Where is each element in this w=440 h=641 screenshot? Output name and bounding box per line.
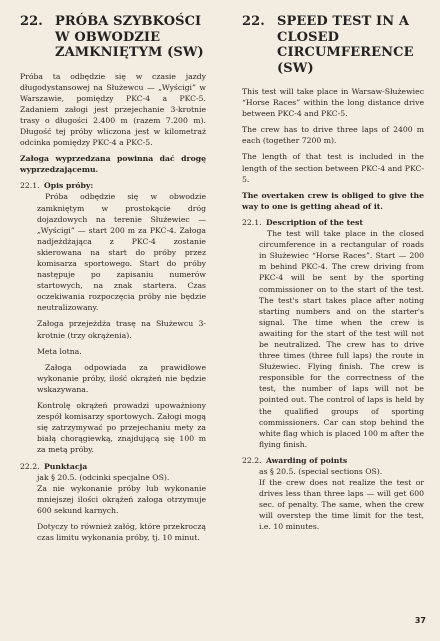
heading-line: PRÓBA SZYBKOŚCI [55,14,202,29]
subsection-title: Awarding of points [266,455,348,465]
bold-note: Załoga wyprzedzana powinna dać drogę wyprzedzającemu. [20,154,206,175]
subsection-22-1 [242,217,424,450]
subsection-number: 22.2. [242,455,262,465]
paragraph: Załoga przejeżdża trasę na Służewcu 3-krotnie (trzy okrążenia). [37,319,206,340]
paragraph: Kontrolę okrążeń prowadzi upoważniony zespół komisarzy sportowych. Załogi mogą się zatrzymywać po przejechaniu mety za białą chorągiewką, znajdującą się 100 m za metą próby. [37,401,206,455]
heading-line: W OBWODZIE [55,29,161,45]
heading-line: CIRCUMFERENCE (SW) [277,45,414,76]
paragraph: The test will take place in the closed circumference in a rectangular of roads in Służewiec “Horse Races”. Start — 200 m behind PKC-4. The crew driving from PKC-4 will be sent by the sporting commissioner on to the start of the test. The test's start takes place after noting starting numbers and on the starter's signal. The time when the crew is awaiting for the start of the test will not be neutralized. The crew has to drive three times (three full laps) the route in Służewiec. Flying finish. The crew is responsible for the correctness of the test, the number of laps will not be pointed out. The control of laps is held by the qualified groups of sporting commissioners. Car can stop behind the white flag which is placed 100 m after the flying finish. [259,229,424,449]
polish-column [20,14,206,543]
english-column [242,14,424,533]
bold-note: The overtaken crew is obliged to give the way to one is getting ahead of it. [242,190,424,211]
heading-line: ZAMKNIĘTYM (SW) [55,45,204,60]
section-heading-pl [20,14,206,61]
subsection-22-2 [242,455,424,533]
paragraph: Za nie wykonanie próby lub wykonanie mniejszej ilości okrążeń załoga otrzymuje 600 sekund karnych. [37,483,206,515]
paragraph: The length of that test is included in the length of the section between PKC-4 and PKC-5. [242,152,424,184]
paragraph: Dotyczy to również załóg, które przekroczą czas limitu wykonania próby, tj. 10 minut. [37,521,206,543]
subsection-22-1 [20,180,206,455]
subsection-title: Description of the test [266,217,363,227]
heading-number: 22. [242,14,265,29]
paragraph: Meta lotna. [37,346,82,356]
section-heading-en [242,14,424,76]
heading-line: SPEED TEST IN A [277,14,410,29]
paragraph: as § 20.5. (special sections OS). [259,467,383,476]
paragraph: Załoga odpowiada za prawidłowe wykonanie próby, ilość okrążeń nie będzie wskazywana. [37,362,206,394]
subsection-title: Opis próby: [44,181,94,191]
paragraph: The crew has to drive three laps of 2400 m each (together 7200 m). [242,125,424,146]
page-number: 37 [414,616,426,625]
paragraph: jak § 20.5. (odcinki specjalne OS). [37,472,170,482]
subsection-22-2 [20,461,206,544]
paragraph: Próba odbędzie się w obwodzie zamkniętym w prostokącie dróg dojazdowych na terenie Służewiec — „Wyścigi” — start 200 m za PKC-4. Załoga nadjeżdżająca z PKC-4 zostanie skierowana na start do próby przez komisarza sportowego. Start do próby następuje po zapisaniu numerów startowych, na znak startera. Czas oczekiwania rozpoczęcia próby nie będzie neutralizowany. [37,192,206,313]
subsection-title: Punktacja [44,461,88,471]
intro-paragraph: This test will take place in Warsaw-Służewiec “Horse Races” within the long distance drive between PKC-4 and PKC-5. [242,87,424,119]
heading-line: CLOSED [277,29,339,45]
subsection-number: 22.2. [20,461,40,471]
heading-number: 22. [20,14,43,29]
subsection-number: 22.1. [20,181,40,191]
subsection-number: 22.1. [242,217,262,227]
intro-paragraph: Próba ta odbędzie się w czasie jazdy długodystansowej na Służewcu — „Wyścigi” w Warszawie, pomiędzy PKC-4 a PKC-5. Zadaniem załogi jest przejechanie 3-krotnie trasy o długości 2.400 m (razem 7.200 m). Długość tej próby wliczona jest w kilometraż odcinka pomiędzy PKC-4 a PKC-5. [20,71,206,148]
paragraph: If the crew does not realize the test or drives less than three laps — will get 600 sec. of penalty. The same, when the crew will overstep the time limit for the test, i.e. 10 minutes. [259,478,424,532]
